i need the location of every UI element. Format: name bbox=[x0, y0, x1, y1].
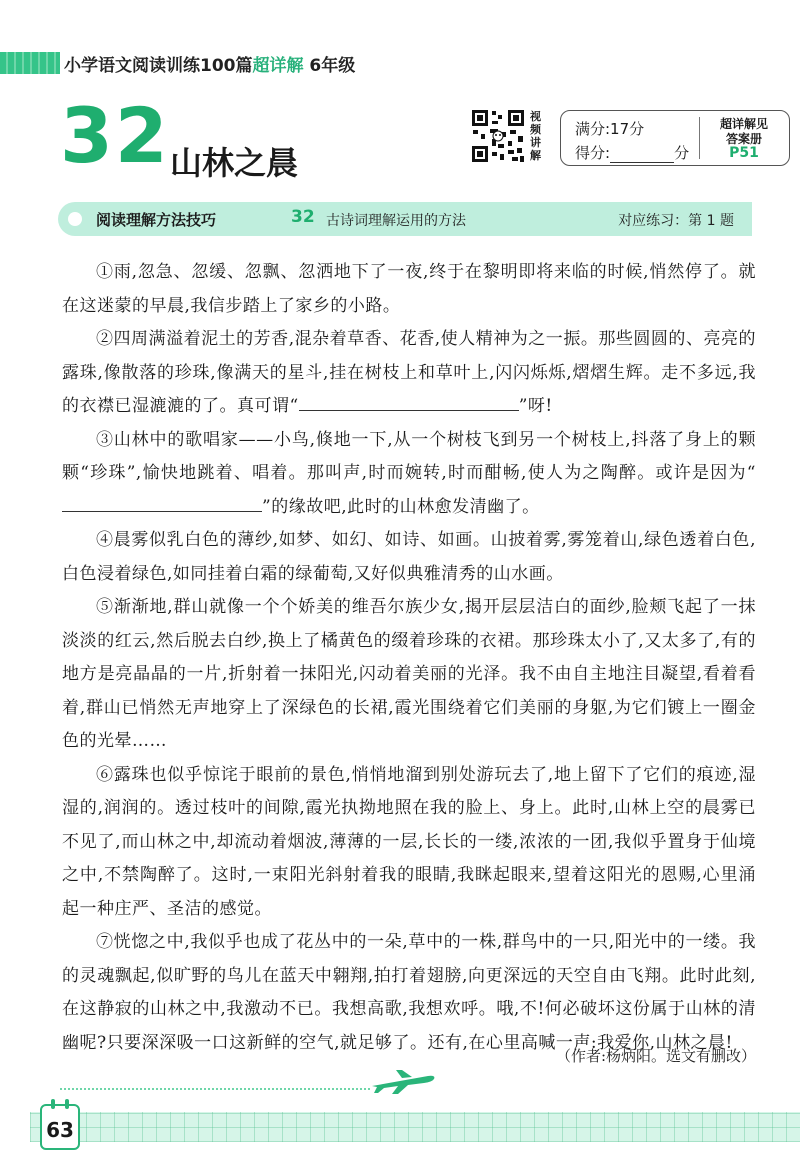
full-score: 满分:17分 bbox=[575, 120, 645, 138]
page-number-tab bbox=[40, 1104, 80, 1150]
qr-code-icon[interactable] bbox=[470, 108, 526, 164]
score-divider bbox=[699, 117, 700, 159]
method-description: 古诗词理解运用的方法 bbox=[326, 213, 466, 229]
paragraph-1: ①雨,忽急、忽缓、忽飘、忽洒地下了一夜,终于在黎明即将来临的时候,悄然停了。就在这迷蒙的早晨,我信步踏上了家乡的小路。 bbox=[62, 262, 756, 316]
series-accent: 超详解 bbox=[252, 56, 304, 76]
method-title: 阅读理解方法技巧 bbox=[96, 211, 217, 229]
series-name: 小学语文阅读训练100篇 bbox=[64, 56, 253, 76]
series-title bbox=[64, 51, 355, 76]
method-exercise-ref: 对应练习：第 1 题 bbox=[618, 213, 734, 229]
score-blank[interactable] bbox=[610, 148, 674, 163]
answer-ref-line2: 答案册 bbox=[725, 132, 762, 146]
method-banner bbox=[58, 202, 752, 236]
fill-blank-2[interactable] bbox=[62, 495, 262, 512]
score-field[interactable]: 得分: 分 bbox=[575, 144, 690, 162]
footer-grid-band bbox=[30, 1112, 800, 1142]
footer-dotted-line bbox=[60, 1088, 370, 1090]
paragraph-2: ②四周满溢着泥土的芳香,混杂着草香、花香,使人精神为之一振。那些圆圆的、亮亮的露珠,像散落的珍珠,像满天的星斗,挂在树枝上和草叶上,闪闪烁烁,熠熠生辉。走不多远,我的衣襟已湿漉漉的了。真可谓“ ”呀! bbox=[62, 329, 756, 416]
fill-blank-1[interactable] bbox=[299, 394, 519, 411]
paragraph-7: ⑦恍惚之中,我似乎也成了花丛中的一朵,草中的一株,群鸟中的一只,阳光中的一缕。我的灵魂飘起,似旷野的鸟儿在蓝天中翱翔,拍打着翅膀,向更深远的天空自由飞翔。此时此刻,在这静寂的山林之中,我激动不已。我想高歌,我想欢呼。哦,不!何必破坏这份属于山林的清幽呢?只要深深吸一口这新鲜的空气,就足够了。还有,在心里高喊一声:我爱你,山林之晨! bbox=[62, 932, 756, 1053]
attribution: （作者:杨炳阳。选文有删改） bbox=[555, 1047, 756, 1065]
page-number: 63 bbox=[46, 1118, 74, 1142]
paragraph-6: ⑥露珠也似乎惊诧于眼前的景色,悄悄地溜到别处游玩去了,地上留下了它们的痕迹,湿湿的,润润的。透过枝叶的间隙,霞光执拗地照在我的脸上、身上。此时,山林上空的晨雾已不见了,而山林之中,却流动着烟波,薄薄的一层,长长的一缕,浓浓的一团,我似乎置身于仙境之中,不禁陶醉了。这时,一束阳光斜射着我的眼睛,我眯起眼来,望着这阳光的恩赐,心里涌起一种庄严、圣洁的感觉。 bbox=[62, 764, 756, 919]
lesson-title: 山林之晨 bbox=[170, 144, 299, 182]
reading-passage bbox=[62, 256, 756, 1060]
score-box bbox=[560, 110, 790, 166]
bullet-dot-icon bbox=[68, 212, 82, 226]
qr-video-label: 视 频 讲 解 bbox=[530, 110, 541, 162]
airplane-icon bbox=[368, 1066, 438, 1096]
answer-ref-line1: 超详解见 bbox=[719, 117, 768, 131]
paragraph-4: ④晨雾似乳白色的薄纱,如梦、如幻、如诗、如画。山披着雾,雾笼着山,绿色透着白色,白色浸着绿色,如同挂着白霜的绿葡萄,又好似典雅清秀的山水画。 bbox=[62, 530, 756, 584]
paragraph-5: ⑤渐渐地,群山就像一个个娇美的维吾尔族少女,揭开层层洁白的面纱,脸颊飞起了一抹淡淡的红云,然后脱去白纱,换上了橘黄色的缀着珍珠的衣裙。那珍珠太小了,又太多了,有的地方是亮晶晶的一片,折射着一抹阳光,闪动着美丽的光泽。我不由自主地注目凝望,看着看着,群山已悄然无声地穿上了深绿色的长裙,霞光围绕着它们美丽的身躯,为它们镀上一圈金色的光晕…… bbox=[62, 597, 756, 751]
paragraph-3: ③山林中的歌唱家——小鸟,倏地一下,从一个树枝飞到另一个树枝上,抖落了身上的颗颗“珍珠”,愉快地跳着、唱着。那叫声,时而婉转,时而酣畅,使人为之陶醉。或许是因为“”的缘故吧,此时的山林愈发清幽了。 bbox=[62, 429, 756, 517]
series-color-bar bbox=[0, 52, 60, 74]
method-number: 32 bbox=[291, 207, 315, 227]
binder-rings-icon bbox=[48, 1099, 72, 1109]
lesson-number: 32 bbox=[60, 91, 170, 180]
grade-label: 6年级 bbox=[309, 56, 356, 76]
answer-page: P51 bbox=[729, 145, 759, 161]
